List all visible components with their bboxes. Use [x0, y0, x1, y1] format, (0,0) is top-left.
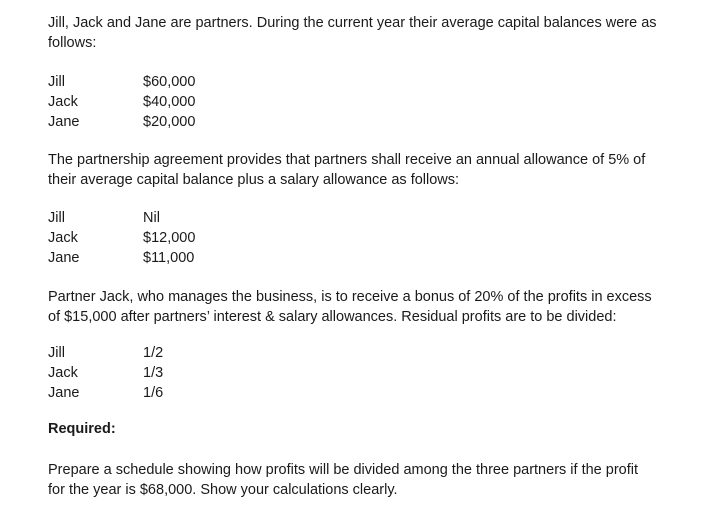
capital-balances-table	[48, 72, 195, 132]
salary-value: $12,000	[143, 230, 196, 246]
partner-name: Jill	[48, 74, 65, 90]
partner-name: Jack	[48, 365, 78, 381]
bonus-paragraph: Partner Jack, who manages the business, is to receive a bonus of 20% of the profits in excess of $15,000 after partners’ interest & salary allowances. Residual profits are to be divided:	[48, 289, 652, 325]
salary-allowances-table	[48, 208, 195, 268]
capital-value: $40,000	[143, 94, 196, 110]
share-value: 1/3	[143, 365, 164, 381]
salary-value: $11,000	[143, 250, 195, 266]
table-row	[48, 92, 195, 112]
residual-shares-table	[48, 343, 163, 403]
table-row	[48, 228, 195, 248]
salary-value: Nil	[143, 210, 160, 226]
agreement-paragraph: The partnership agreement provides that partners shall receive an annual allowance of 5% of their average capital balance plus a salary allowance as follows:	[48, 152, 646, 188]
partner-name: Jane	[48, 385, 80, 401]
table-row	[48, 248, 195, 268]
required-heading: Required:	[48, 421, 116, 437]
share-value: 1/2	[143, 345, 164, 361]
table-row	[48, 72, 195, 92]
table-row	[48, 112, 195, 132]
table-row	[48, 343, 163, 363]
table-row	[48, 383, 163, 403]
capital-value: $60,000	[143, 74, 196, 90]
table-row	[48, 208, 195, 228]
partner-name: Jill	[48, 210, 65, 226]
partner-name: Jack	[48, 94, 78, 110]
table-row	[48, 363, 163, 383]
partner-name: Jill	[48, 345, 65, 361]
share-value: 1/6	[143, 385, 164, 401]
partner-name: Jane	[48, 250, 80, 266]
partner-name: Jack	[48, 230, 78, 246]
intro-paragraph: Jill, Jack and Jane are partners. During the current year their average capital balances were as follows:	[48, 15, 657, 51]
required-paragraph: Prepare a schedule showing how profits will be divided among the three partners if the profit for the year is $68,000. Show your calculations clearly.	[48, 462, 638, 498]
capital-value: $20,000	[143, 114, 196, 130]
partner-name: Jane	[48, 114, 80, 130]
